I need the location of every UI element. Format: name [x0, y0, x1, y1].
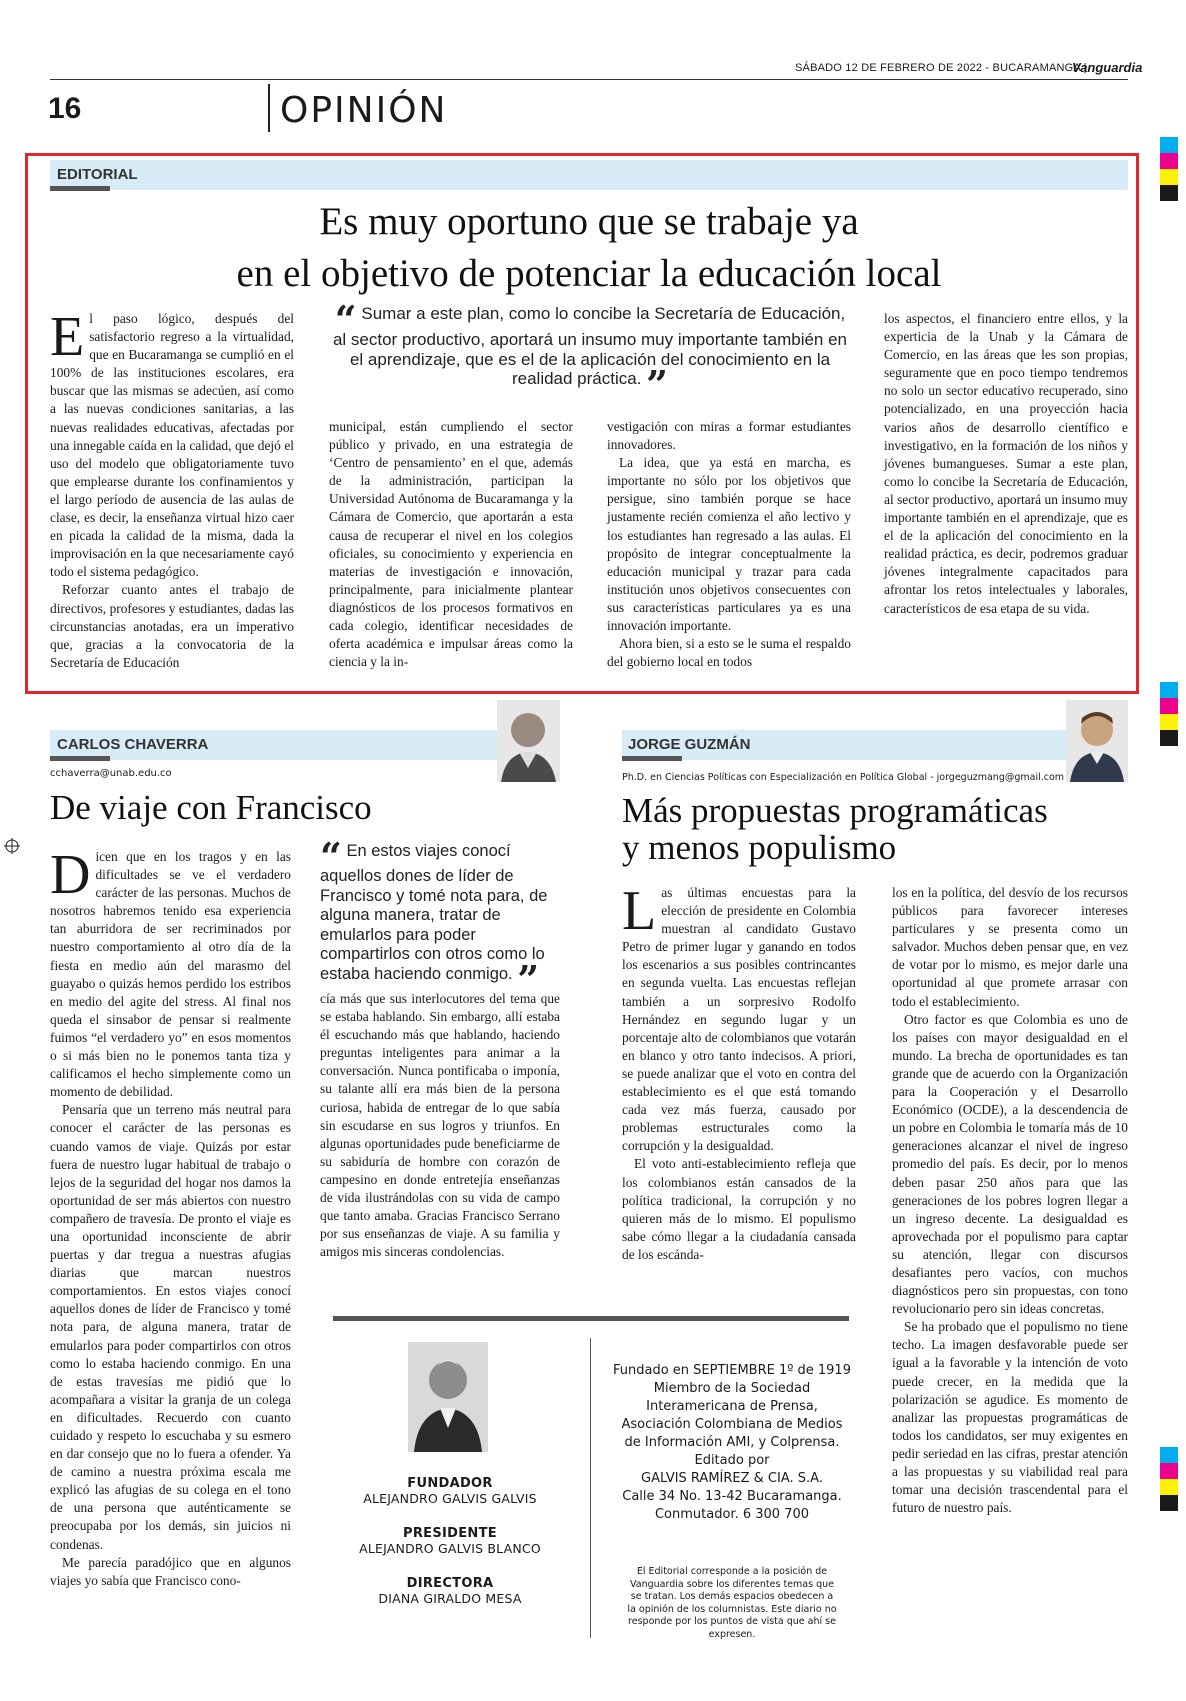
- info-line: de Información AMI, y Colprensa.: [624, 1435, 840, 1450]
- editorial-column-4: [884, 310, 1128, 618]
- editorial-headline-line-2: en el objetivo de potenciar la educación local: [236, 252, 942, 295]
- editorial-column-2: [329, 418, 573, 671]
- editorial-headline-line-1: Es muy oportuno que se trabaje ya: [319, 200, 859, 243]
- label-underline: [622, 756, 682, 761]
- director-name: DIANA GIRALDO MESA: [378, 1591, 522, 1606]
- open-quote-icon: “: [334, 297, 357, 342]
- author-photo-guzman: [1066, 700, 1128, 782]
- dropcap: D: [50, 844, 91, 906]
- masthead-info: [612, 1362, 852, 1524]
- info-line: Calle 34 No. 13-42 Bucaramanga.: [622, 1489, 842, 1504]
- color-registration-strip: [1160, 137, 1178, 201]
- editorial-column-1: [50, 306, 294, 672]
- section-divider: [268, 84, 270, 132]
- info-line: Asociación Colombiana de Medios: [621, 1417, 843, 1432]
- editorial-column-3: [607, 418, 851, 671]
- editorial-pull-quote: [329, 297, 851, 407]
- paragraph: Ahora bien, si a esto se le suma el respaldo del gobierno local en todos: [607, 636, 851, 670]
- author-photo-chaverra: [497, 700, 560, 782]
- chaverra-pull-quote: [320, 834, 560, 1002]
- color-registration-strip: [1160, 1447, 1178, 1511]
- paragraph: cía más que sus interlocutores del tema que se estaba hablando. Sin embargo, allí estaba él escuchando más que hablando, haciendo preguntas inteligentes para animar a la conversación. Nunca pontificaba o imponía, su talante allí era más bien de la persona curiosa, habida de entregar de lo que sabía sin escudarse en sus logros y triunfos. En algunas oportunidades pude beneficiarme de su sabiduría de hombre con corazón de campesino en donde entretejía enseñanzas de vida ilustrándolas con su vida de campo que tanto amaba. Gracias Francisco Serrano por sus enseñanzas de viaje. A su familia y amigos mis sinceras condolencias.: [320, 991, 560, 1260]
- editorial-label: EDITORIAL: [57, 166, 138, 183]
- masthead-divider: [590, 1338, 591, 1638]
- label-underline: [50, 186, 110, 191]
- paragraph: los en la política, del desvío de los recursos públicos para favorecer intereses particulares y se presenta como un salvador. Muchos deben pensar que, en vez de votar por lo mismo, es mejor darle una oportunidad al que promete arrasar con todo el establecimiento.: [892, 885, 1128, 1009]
- founder-photo: [408, 1342, 488, 1452]
- paragraph: Reforzar cuanto antes el trabajo de directivos, profesores y estudiantes, dadas las circunstancias anotadas, era un imperativo que, gracias a la convocatoria de la Secretaría de Educación: [50, 582, 294, 670]
- editorial-label-band: [50, 160, 1128, 190]
- masthead-disclaimer: El Editorial corresponde a la posición de Vanguardia sobre los diferentes temas que se tratan. Los demás espacios obedecen a la opinión de los columnistas. Este diario no responde por los puntos de vista que ahí se expresen.: [627, 1566, 837, 1640]
- paragraph: Se ha probado que el populismo no tiene techo. La imagen desfavorable puede ser igual a la favorable y la intención de voto puede crecer, en la medida que la polarización se agudice. Es momento de analizar las propuestas programáticas de todos los candidatos, ser muy exigentes en pedir seriedad en las cifras, prestar atención a las propuestas y su viabilidad real para tomar una decisión trascendental para el futuro de nuestro país.: [892, 1319, 1128, 1516]
- info-line: Miembro de la Sociedad: [653, 1381, 811, 1396]
- registration-mark-icon: [4, 838, 20, 854]
- author-credential: Ph.D. en Ciencias Políticas con Especialización en Política Global - jorgeguzmang@gmail.com: [622, 772, 1065, 783]
- paragraph: icen que en los tragos y en las dificultades se ve el verdadero carácter de las personas. Muchos de nosotros habremos tenido esa experiencia tan aburridora de ser recriminados por nuestro comportamiento al otro día de la fiesta en medio aún del marasmo del guayabo o quizás hemos perdido los estribos en medio del agite del stress. Al final nos queda el sinsabor de pensar si realmente fuimos “el verdadero yo” en esos momentos o si más bien no le ponemos tanta tiza y calificamos el hecho simplemente como un momento de debilidad.: [50, 849, 291, 1100]
- paragraph: los aspectos, el financiero entre ellos, y la experticia de la Unab y la Cámara de Comercio, en las áreas que les son propias, seguramente que en poco tiempo tendremos no solo un sector educativo recuperado, sino potencializado, en una proyección hacia varios años de desarrollo científico e investigativo, en la formación de los niños y jóvenes bumangueses. Sumar a este plan, como lo concibe la Secretaría de Educación, al sector productivo, aportará un insumo muy importante también en el aprendizaje, que es el de la aplicación del conocimiento en la realidad práctica, es decir, podremos graduar jóvenes integralmente capacitados para afrontar los retos intelectuales y laborales, característicos de esa etapa de su vida.: [884, 311, 1128, 616]
- guzman-headline-line-1: Más propuestas programáticas: [622, 791, 1048, 830]
- director-role: DIRECTORA: [406, 1576, 494, 1591]
- info-line: Editado por: [694, 1453, 770, 1468]
- close-quote-icon: ”: [646, 362, 669, 407]
- dropcap: L: [622, 880, 657, 942]
- top-rule: [50, 79, 1128, 80]
- chaverra-headline: De viaje con Francisco: [50, 788, 372, 827]
- chaverra-column-2: [320, 990, 560, 1261]
- brand-logo: Vanguardia: [1072, 60, 1143, 75]
- date-line: SÁBADO 12 DE FEBRERO DE 2022 - BUCARAMANGA |: [795, 62, 1087, 74]
- masthead-rule: [333, 1316, 849, 1321]
- info-line: GALVIS RAMÍREZ & CIA. S.A.: [641, 1471, 823, 1486]
- info-line: Fundado en SEPTIEMBRE 1º de 1919: [613, 1363, 851, 1378]
- president-role: PRESIDENTE: [403, 1526, 497, 1541]
- open-quote-icon: “: [320, 834, 342, 879]
- paragraph: Pensaría que un terreno más neutral para conocer el carácter de las personas es cuando vamos de viaje. Quizás por estar fuera de nuestro lugar habitual de trabajo o lejos de la seguridad del hogar nos damos la oportunidad de ser más abiertos con nuestro compañero de travesía. De pronto el viaje es una oportunidad inconsciente de abrir puertas y dar tregua a nuestras afugias diarias que marcan nuestros comportamientos. En estos viajes conocí aquellos dones de líder de Francisco y tomé nota para, de alguna manera, tratar de emularlos para poder compartirlos con otros como lo estaba haciendo conmigo. En una de estas travesías me pidió que lo acompañara a visitar la granja de un colega en dificultades. Recuerdo con cuanto cuidado y respeto lo escuchaba y su esmero en dar consejo que no lo fuera a ofender. Ya de camino a nuestra próxima escala me explicó las afugias de su colega en el tono de una persona que auténticamente se preocupaba por los demás, sin juicios ni condenas.: [50, 1102, 291, 1552]
- info-line: Conmutador. 6 300 700: [654, 1507, 810, 1522]
- chaverra-column-1: [50, 844, 291, 1590]
- president-name: ALEJANDRO GALVIS BLANCO: [359, 1541, 541, 1556]
- section-title: OPINIÓN: [280, 90, 448, 131]
- masthead-staff: [340, 1476, 560, 1606]
- guzman-column-1: [622, 880, 856, 1264]
- guzman-column-2: [892, 884, 1128, 1517]
- info-line: Interamericana de Prensa,: [646, 1399, 818, 1414]
- guzman-headline-line-2: y menos populismo: [622, 828, 897, 867]
- editorial-headline: [50, 196, 1128, 300]
- guzman-label: JORGE GUZMÁN: [628, 736, 751, 753]
- paragraph: Me parecía paradójico que en algunos viajes yo sabía que Francisco cono-: [50, 1554, 291, 1588]
- color-registration-strip: [1160, 682, 1178, 746]
- paragraph: vestigación con miras a formar estudiantes innovadores.: [607, 419, 851, 453]
- founder-role: FUNDADOR: [407, 1476, 493, 1491]
- paragraph: as últimas encuestas para la elección de presidente en Colombia muestran al candidato Gustavo Petro de primer lugar y ganando en todos los escenarios a sus posibles contrincantes en segunda vuelta. Las encuestas reflejan también a un sorpresivo Rodolfo Hernández en segundo lugar y un porcentaje alto de colombianos que votarán en blanco y otro tanto indecisos. A priori, se puede analizar que el voto en contra del establecimiento es el que está tomando cada vez más fuerza, causado por problemas estructurales como la corrupción y la desigualdad.: [622, 885, 856, 1154]
- dropcap: E: [50, 306, 85, 368]
- guzman-headline: [622, 792, 1128, 866]
- page-number: 16: [48, 92, 82, 125]
- paragraph: municipal, están cumpliendo el sector público y privado, en una estrategia de ‘Centro de pensamiento’ en el que, además de la administración, participan la Universidad Autónoma de Bucaramanga y la Cámara de Comercio, que aportarán a esta causa de recuperar el nivel en los colegios oficiales, su conocimiento y experiencia en materias de investigación e innovación, principalmente, para inicialmente plantear diagnósticos de los procesos formativos en cada colegio, identificar necesidades de oferta académica e impulsar áreas como la ciencia y la in-: [329, 419, 573, 670]
- paragraph: Otro factor es que Colombia es uno de los países con mayor desigualdad en el mundo. La brecha de oportunidades es tan grande que de acuerdo con la Organización para la Cooperación y el Desarrollo Económico (OCDE), a la descendencia de un pobre en Colombia le tomaría más de 10 generaciones alcanzar el nivel de ingreso promedio del país. Es decir, por lo menos deben pasar 250 años para que las generaciones de los pobres logren llegar a un ingreso decente. La desigualdad es aprovechada por el populismo para captar su atención, llegar con discursos desafiantes pero vacíos, con muchos diagnósticos pero sin propuestas, con tono revolucionario pero sin ideas concretas.: [892, 1011, 1128, 1317]
- paragraph: El voto anti-establecimiento refleja que los colombianos están cansados de la política tradicional, la corrupción y no quieren más de lo mismo. El populismo sabe cómo llegar a la ciudadanía cansada de los escánda-: [622, 1156, 856, 1262]
- pull-quote-text: Sumar a este plan, como lo concibe la Secretaría de Educación, al sector productivo, aportará un insumo muy importante también en el aprendizaje, que es el de la aplicación del conocimiento en la realidad práctica.: [332, 304, 848, 388]
- label-underline: [50, 756, 110, 761]
- chaverra-label: CARLOS CHAVERRA: [57, 736, 209, 753]
- paragraph: La idea, que ya está en marcha, es importante no sólo por los objetivos que persigue, sino también porque se hace justamente recién comienza el año lectivo y los estudiantes han regresado a las aulas. El propósito de integrar conceptualmente la educación municipal y trazar para cada institución unos objetivos consecuentes con sus características particulares ya es una innovación importante.: [607, 455, 851, 634]
- author-email: cchaverra@unab.edu.co: [50, 768, 172, 779]
- close-quote-icon: ”: [517, 956, 540, 1002]
- paragraph: l paso lógico, después del satisfactorio regreso a la virtualidad, que en Bucaramanga se cumplió en el 100% de las instituciones escolares, era buscar que las mismas se adecúen, así como a las nuevas condiciones sanitarias, a las nuevas realidades educativas, afectadas por una innegable caída en la calidad, que dejó el uso del modelo que obligatoriamente tuvo que emplearse durante los confinamientos y el largo período de ausencia de las aulas de clase, es decir, la enseñanza virtual hizo caer en picada la calidad de la misma, dada la improvisación en la que necesariamente cayó todo el sistema pedagógico.: [50, 311, 294, 580]
- founder-name: ALEJANDRO GALVIS GALVIS: [363, 1491, 537, 1506]
- pull-quote-text: En estos viajes conocí aquellos dones de líder de Francisco y tomé nota para, de alguna manera, tratar de emularlos para poder compartirlos con otros como lo estaba haciendo conmigo.: [320, 842, 548, 983]
